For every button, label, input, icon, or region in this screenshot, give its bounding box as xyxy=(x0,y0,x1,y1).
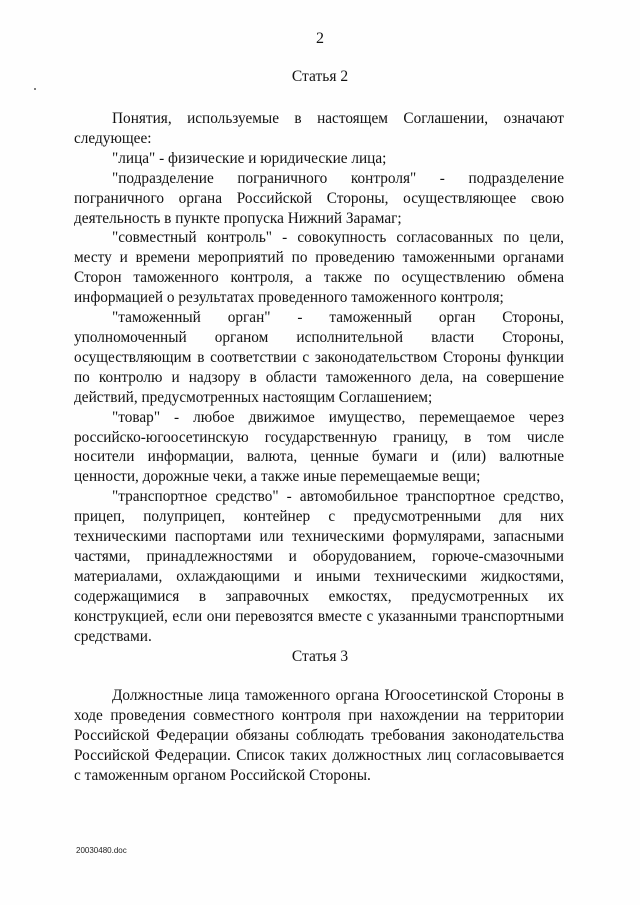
article-3-body xyxy=(74,686,564,786)
definition-vehicle: "транспортное средство" - автомобильное транспортное средство, прицеп, полуприцеп, контейнер с предусмотренными для них техническими паспортами или техническими формулярами, запасными частями, принадлежностями и оборудованием, горюче-смазочными материалами, охлаждающими и иными техническими жидкостями, содержащимися в заправочных емкостях, предусмотренных их конструкцией, если они перевозятся вместе с указанными транспортными средствами. xyxy=(74,488,564,645)
article-2-title: Статья 2 xyxy=(291,68,349,85)
definition-persons: "лица" - физические и юридические лица; xyxy=(112,149,387,167)
page-number: 2 xyxy=(316,30,324,47)
article-3-title: Статья 3 xyxy=(291,648,349,665)
definition-goods: "товар" - любое движимое имущество, перемещаемое через российско-югоосетинскую государственную границу, в том числе носители информации, валюта, ценные бумаги и (или) валютные ценности, дорожные чеки, а также иные перемещаемые вещи; xyxy=(74,408,564,486)
footer-filename: 20030480.doc xyxy=(76,846,127,855)
article-2-intro: Понятия, используемые в настоящем Соглашении, означают следующее: xyxy=(74,110,564,147)
article-2-body xyxy=(74,109,564,646)
definition-customs-body: "таможенный орган" - таможенный орган Стороны, уполномоченный органом исполнительной власти Стороны, осуществляющим в соответствии с законодательством Стороны функции по контролю и надзору в области таможенного дела, на совершение действий, предусмотренных настоящим Соглашением; xyxy=(74,309,564,406)
definition-border-control-unit: "подразделение пограничного контроля" - подразделение пограничного органа Российской Стороны, осуществляющее свою деятельность в пункте пропуска Нижний Зарамаг; xyxy=(74,169,564,227)
definition-joint-control: "совместный контроль" - совокупность согласованных по цели, месту и времени мероприятий по проведению таможенными органами Сторон таможенного контроля, а также по осуществлению обмена информацией о результатах проведенного таможенного контроля; xyxy=(74,229,564,307)
scan-speck xyxy=(34,88,36,90)
article-3-paragraph: Должностные лица таможенного органа Югоосетинской Стороны в ходе проведения совместного контроля при нахождении на территории Российской Федерации обязаны соблюдать требования законодательства Российской Федерации. Список таких должностных лиц согласовывается с таможенным органом Российской Стороны. xyxy=(74,687,564,784)
